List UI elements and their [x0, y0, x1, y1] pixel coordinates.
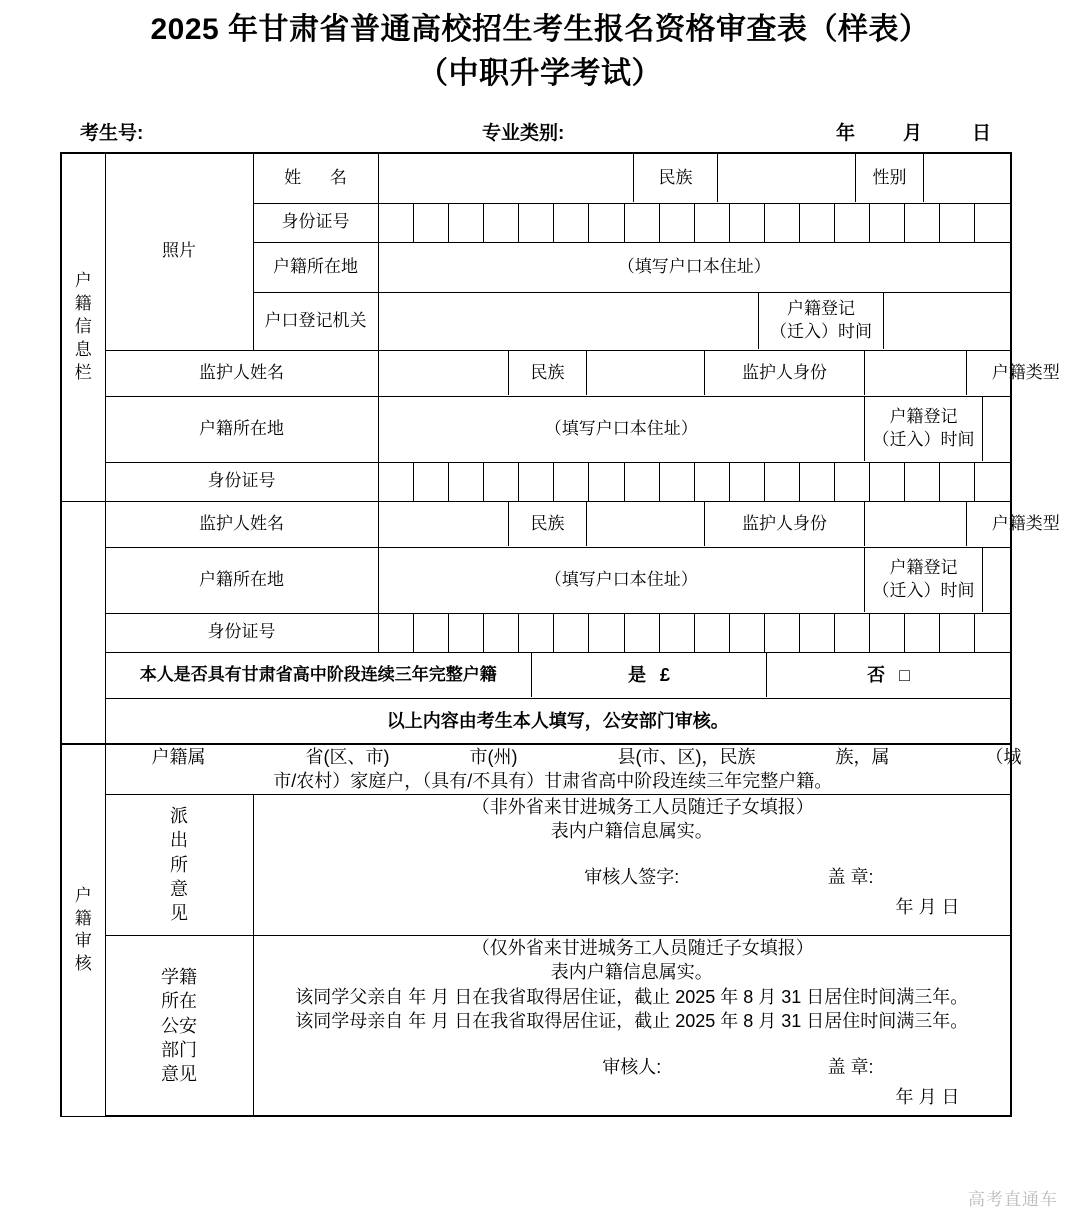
- id-cell[interactable]: [414, 204, 449, 242]
- household-paragraph[interactable]: [105, 744, 1022, 794]
- police-station-opinion-side-label: [105, 794, 253, 936]
- guardian1-address-hint[interactable]: （填写户口本住址）: [379, 397, 865, 461]
- id-cell[interactable]: [659, 463, 694, 501]
- table-row-name: [61, 153, 1011, 203]
- guardian2-registration-time-field[interactable]: [983, 548, 1011, 612]
- registration-time-field[interactable]: [884, 293, 1011, 349]
- guardian2-name-label: 监护人姓名: [105, 501, 378, 547]
- police-opinion-line-2: 表内户籍信息属实。: [550, 820, 713, 841]
- id-cell[interactable]: [870, 614, 905, 652]
- id-cell[interactable]: [624, 614, 659, 652]
- side-label-char-5: 栏: [74, 362, 92, 382]
- id-cell[interactable]: [799, 614, 834, 652]
- id-cell[interactable]: [554, 204, 589, 242]
- id-cell[interactable]: [624, 204, 659, 242]
- side-label-household-info: [61, 153, 105, 501]
- school-police-day-label: 日: [941, 1087, 960, 1108]
- id-cell[interactable]: [905, 614, 940, 652]
- guardian2-registration-time-line1: 户籍登记: [889, 558, 958, 578]
- id-cell[interactable]: [799, 463, 834, 501]
- candidate-id-grid: [379, 204, 1011, 242]
- police-date-group[interactable]: [896, 895, 960, 919]
- guardian1-name-field[interactable]: [379, 351, 509, 395]
- guardian2-registration-time-line2: （迁入）时间: [872, 581, 975, 600]
- id-cell[interactable]: [379, 204, 414, 242]
- id-cell[interactable]: [729, 463, 764, 501]
- id-cell[interactable]: [659, 204, 694, 242]
- table-row-school-police-opinion: [61, 936, 1011, 1117]
- id-cell[interactable]: [694, 204, 729, 242]
- id-cell[interactable]: [905, 204, 940, 242]
- registration-office-field[interactable]: [379, 293, 759, 349]
- guardian2-address-hint[interactable]: （填写户口本住址）: [379, 548, 865, 612]
- id-cell[interactable]: [414, 614, 449, 652]
- registration-form-table: [60, 152, 1060, 1117]
- school-police-month-label: 月: [918, 1087, 937, 1108]
- id-cell[interactable]: [835, 204, 870, 242]
- id-cell[interactable]: [484, 614, 519, 652]
- school-police-opinion-side-label: [105, 936, 253, 1117]
- id-cell[interactable]: [940, 204, 975, 242]
- school-police-date-group[interactable]: [896, 1085, 960, 1109]
- hp-d: 县(市、区)，民族: [617, 747, 756, 767]
- id-cell[interactable]: [554, 463, 589, 501]
- id-cell[interactable]: [975, 614, 1010, 652]
- household-paragraph-line-1: [108, 745, 1022, 769]
- household-address-hint[interactable]: （填写户口本住址）: [378, 242, 1011, 292]
- header-month-label: 月: [903, 123, 923, 144]
- review-label-char-1: 户: [74, 885, 92, 905]
- id-cell[interactable]: [414, 463, 449, 501]
- school-police-opinion-body[interactable]: [253, 936, 1011, 1117]
- gender-value-field[interactable]: [924, 154, 1011, 202]
- page-title-line-2: （中职升学考试）: [418, 57, 662, 90]
- gender-label: 性别: [856, 154, 924, 202]
- declaration-no-checkbox[interactable]: □: [899, 664, 910, 685]
- police-seal-label: 盖 章:: [827, 867, 874, 888]
- ps-label-char-2: 出: [170, 830, 188, 851]
- candidate-id-grid-row: [379, 204, 1011, 242]
- page-title-line-1: 2025 年甘肃省普通高校招生考生报名资格审查表（样表）: [150, 13, 930, 46]
- id-cell[interactable]: [694, 463, 729, 501]
- id-cell[interactable]: [729, 614, 764, 652]
- side-label-char-4: 息: [74, 339, 92, 359]
- school-police-line-1: （仅外省来甘进城务工人员随迁子女填报）: [471, 938, 814, 959]
- id-cell[interactable]: [799, 204, 834, 242]
- side-label-char-1: 户: [74, 270, 92, 290]
- guardian2-household-type-label: 户籍类型: [967, 502, 1080, 546]
- guardian1-ethnicity-label: 民族: [509, 351, 587, 395]
- header-year-label: 年: [836, 123, 856, 144]
- side-label-household-review: [61, 744, 105, 1116]
- sp-label-char-4: 部门: [161, 1039, 197, 1060]
- id-cell[interactable]: [835, 614, 870, 652]
- photo-cell: 照片: [105, 153, 253, 350]
- id-cell[interactable]: [519, 614, 554, 652]
- ps-label-char-4: 意: [170, 879, 188, 900]
- id-cell[interactable]: [975, 463, 1010, 501]
- id-cell[interactable]: [940, 463, 975, 501]
- id-cell[interactable]: [870, 204, 905, 242]
- id-cell[interactable]: [624, 463, 659, 501]
- declaration-no-label: 否: [867, 664, 886, 685]
- household-address-label: 户籍所在地: [253, 242, 378, 292]
- registration-form-table-wrap: [60, 152, 1060, 1117]
- id-cell[interactable]: [905, 463, 940, 501]
- exam-number-label: 考生号:: [80, 123, 144, 144]
- school-police-year-label: 年: [895, 1087, 914, 1108]
- guardian2-id-label: 身份证号: [105, 613, 378, 652]
- police-year-label: 年: [895, 897, 914, 918]
- guardian1-registration-time-field[interactable]: [983, 397, 1011, 461]
- declaration-question: 本人是否具有甘肃省高中阶段连续三年完整户籍: [106, 653, 532, 697]
- review-label-char-3: 审: [74, 931, 92, 951]
- review-label-char-2: 籍: [74, 908, 92, 928]
- school-police-mother-line: 该同学母亲自 年 月 日在我省取得居住证，截止 2025 年 8 月 31 日居住时间满三年。: [295, 1011, 969, 1032]
- table-row-declaration-question: [61, 652, 1011, 698]
- table-row-guardian1-address: [61, 396, 1011, 462]
- hp-a: 户籍属: [151, 747, 206, 767]
- id-cell[interactable]: [449, 614, 484, 652]
- ethnicity-value-field[interactable]: [718, 154, 856, 202]
- declaration-yes-checkbox[interactable]: £: [659, 664, 670, 685]
- sp-label-char-3: 公安: [161, 1015, 197, 1036]
- guardian1-identity-label: 监护人身份: [705, 351, 865, 395]
- guardian2-name-field[interactable]: [379, 502, 509, 546]
- guardian2-registration-time-label: [865, 548, 983, 612]
- header-day-label: 日: [972, 123, 992, 144]
- police-opinion-line-1: （非外省来甘进城务工人员随迁子女填报）: [471, 796, 814, 817]
- id-cell[interactable]: [449, 204, 484, 242]
- table-row-household-paragraph: [61, 744, 1011, 794]
- registration-office-label: [253, 292, 378, 350]
- id-cell[interactable]: [589, 204, 624, 242]
- id-cell[interactable]: [379, 614, 414, 652]
- declaration-note: 以上内容由考生本人填写，公安部门审核。: [105, 698, 1011, 744]
- hp-f: （城: [985, 747, 1022, 767]
- guardian2-id-grid-row: [379, 614, 1011, 652]
- guardian1-ethnicity-field[interactable]: [587, 351, 705, 395]
- side-label-char-3: 信: [74, 316, 92, 336]
- id-cell[interactable]: [940, 614, 975, 652]
- school-police-date-line: [256, 1085, 1009, 1115]
- guardian2-address-label: 户籍所在地: [105, 547, 378, 613]
- registration-time-label-line2: （迁入）时间: [770, 322, 872, 341]
- candidate-id-label: 身份证号: [253, 203, 378, 242]
- side-label-char-2: 籍: [74, 293, 92, 313]
- document-title-block: [0, 0, 1080, 96]
- household-paragraph-line-2: 市/农村）家庭户，（具有/不具有）甘肃省高中阶段连续三年完整户籍。: [273, 771, 833, 792]
- hp-b: 省(区、市): [305, 747, 390, 767]
- id-cell[interactable]: [484, 204, 519, 242]
- id-cell[interactable]: [975, 204, 1010, 242]
- id-cell[interactable]: [379, 463, 414, 501]
- id-cell[interactable]: [554, 614, 589, 652]
- id-cell[interactable]: [870, 463, 905, 501]
- police-day-label: 日: [941, 897, 960, 918]
- guardian1-registration-time-line2: （迁入）时间: [872, 430, 975, 449]
- sp-label-char-2: 所在: [161, 991, 197, 1012]
- guardian1-id-grid-row: [379, 463, 1011, 501]
- police-reviewer-label[interactable]: 审核人签字:: [584, 867, 680, 888]
- review-label-char-4: 核: [74, 954, 92, 974]
- declaration-yes-label: 是: [627, 664, 646, 685]
- declaration-yes-option[interactable]: [532, 653, 767, 697]
- id-cell[interactable]: [589, 463, 624, 501]
- table-row-guardian2-id: [61, 613, 1011, 652]
- id-cell[interactable]: [694, 614, 729, 652]
- table-row-guardian2-basic: [61, 501, 1011, 547]
- watermark: 高考直通车: [968, 1190, 1058, 1209]
- ps-label-char-1: 派: [170, 806, 188, 827]
- sp-label-char-5: 意见: [161, 1064, 197, 1085]
- registration-time-label-line1: 户籍登记: [787, 299, 855, 319]
- school-police-signature-line: [256, 1055, 1009, 1085]
- guardian2-ethnicity-field[interactable]: [587, 502, 705, 546]
- guardian1-name-label: 监护人姓名: [105, 350, 378, 396]
- form-header-line: [0, 118, 1080, 152]
- declaration-no-option[interactable]: [767, 653, 1011, 697]
- police-opinion-signature-line: [256, 865, 1009, 895]
- id-cell[interactable]: [519, 463, 554, 501]
- police-opinion-date-line: [256, 895, 1009, 925]
- registration-time-label: [759, 293, 884, 349]
- school-police-line-2: 表内户籍信息属实。: [550, 962, 713, 983]
- registration-office-label-text: 户口登记机关: [264, 310, 367, 330]
- guardian1-household-type-label: 户籍类型: [967, 351, 1080, 395]
- sp-label-char-1: 学籍: [161, 967, 197, 988]
- id-cell[interactable]: [764, 614, 799, 652]
- id-cell[interactable]: [659, 614, 694, 652]
- table-row-guardian1-id: [61, 462, 1011, 501]
- hp-e: 族，属: [835, 747, 890, 767]
- ethnicity-label: 民族: [634, 154, 718, 202]
- school-police-reviewer-label[interactable]: 审核人:: [602, 1057, 662, 1078]
- guardian1-id-label: 身份证号: [105, 462, 378, 501]
- hp-c: 市(州): [469, 747, 518, 767]
- guardian1-identity-field[interactable]: [865, 351, 967, 395]
- table-row-guardian1-basic: [61, 350, 1011, 396]
- id-cell[interactable]: [729, 204, 764, 242]
- id-cell[interactable]: [449, 463, 484, 501]
- guardian2-identity-label: 监护人身份: [705, 502, 865, 546]
- guardian2-identity-field[interactable]: [865, 502, 967, 546]
- id-cell[interactable]: [484, 463, 519, 501]
- id-cell[interactable]: [764, 204, 799, 242]
- table-row-declaration-note: [61, 698, 1011, 744]
- ps-label-char-5: 见: [170, 903, 188, 924]
- table-row-guardian2-address: [61, 547, 1011, 613]
- guardian1-address-label: 户籍所在地: [105, 396, 378, 462]
- name-value-field[interactable]: [379, 154, 634, 202]
- id-cell[interactable]: [519, 204, 554, 242]
- table-row-police-station-opinion: [61, 794, 1011, 936]
- id-cell[interactable]: [835, 463, 870, 501]
- police-month-label: 月: [918, 897, 937, 918]
- name-label: 姓 名: [253, 153, 378, 203]
- major-category-label: 专业类别:: [482, 123, 565, 144]
- id-cell[interactable]: [589, 614, 624, 652]
- guardian2-ethnicity-label: 民族: [509, 502, 587, 546]
- guardian1-registration-time-label: [865, 397, 983, 461]
- school-police-seal-label: 盖 章:: [827, 1057, 874, 1078]
- school-police-father-line: 该同学父亲自 年 月 日在我省取得居住证，截止 2025 年 8 月 31 日居住时间满三年。: [295, 986, 969, 1007]
- ps-label-char-3: 所: [170, 854, 188, 875]
- police-station-opinion-body[interactable]: [253, 794, 1011, 936]
- side-label-household-info-cont: [61, 501, 105, 744]
- guardian1-registration-time-line1: 户籍登记: [889, 407, 958, 427]
- id-cell[interactable]: [764, 463, 799, 501]
